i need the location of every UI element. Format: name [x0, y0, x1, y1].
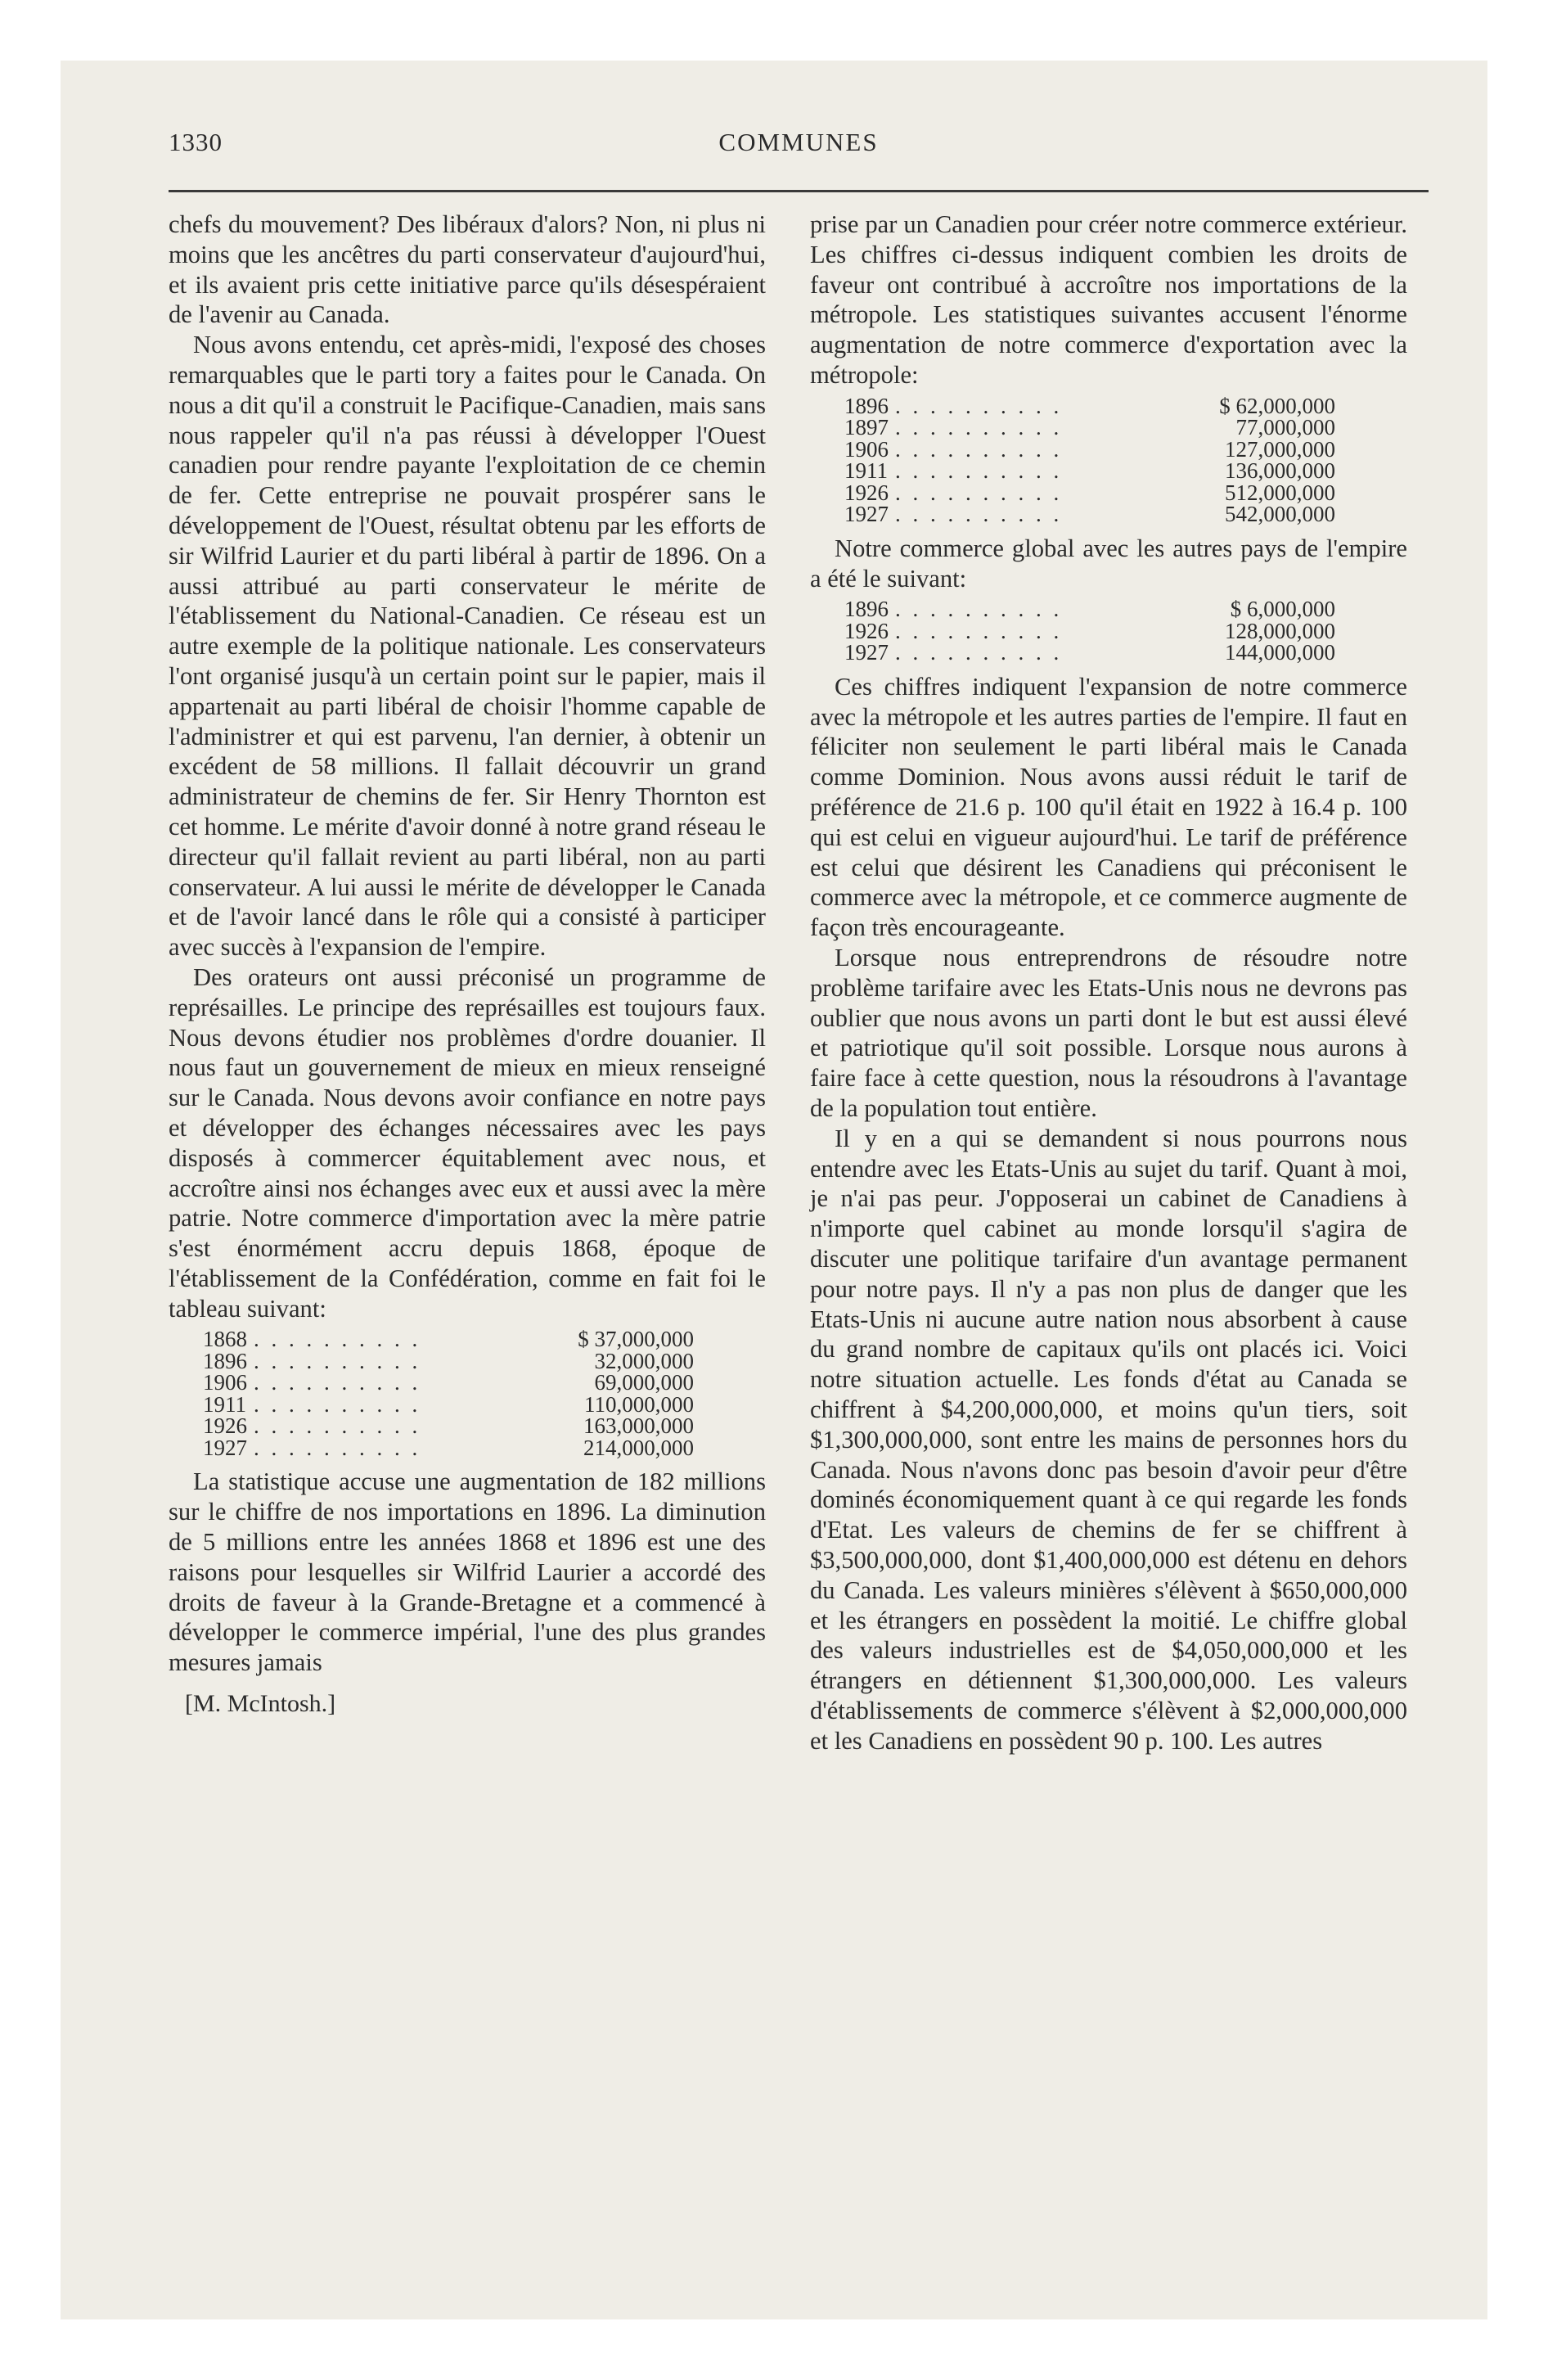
- leader-dots: . . . . . . . . . .: [895, 640, 1063, 665]
- year-cell: 1927: [844, 640, 889, 665]
- year-cell: 1926: [844, 618, 889, 643]
- table-row: [203, 1415, 694, 1437]
- table-row: [844, 642, 1335, 664]
- year-cell: 1906: [844, 436, 889, 462]
- leader-dots: . . . . . . . . . .: [895, 480, 1063, 505]
- leader-dots: . . . . . . . . . .: [254, 1391, 421, 1417]
- leader-dots: . . . . . . . . . .: [895, 415, 1063, 440]
- amount-cell: 136,000,000: [1225, 458, 1335, 484]
- year-cell: 1906: [203, 1370, 247, 1395]
- year-cell: 1926: [203, 1413, 247, 1439]
- table-row: [203, 1437, 694, 1459]
- table-row: [844, 460, 1335, 482]
- exports-table: [844, 395, 1335, 525]
- amount-cell: $ 6,000,000: [1230, 597, 1335, 622]
- year-cell: 1926: [844, 480, 889, 505]
- leader-dots: . . . . . . . . . .: [895, 458, 1063, 484]
- table-row: [203, 1394, 694, 1416]
- amount-cell: 214,000,000: [583, 1435, 694, 1460]
- year-cell: 1868: [203, 1327, 247, 1352]
- paragraph: Lorsque nous entreprendrons de résoudre notre problème tarifaire avec les Etats-Unis nous ne devrons pas oublier que nous avons un parti dont le but est aussi élevé et patriotique qu'il soit possible. Lorsque nous aurons à faire face à cette question, nous la résoudrons à l'avantage de la population tout entière.: [810, 944, 1407, 1123]
- page-number: 1330: [169, 128, 223, 156]
- year-cell: 1911: [203, 1391, 246, 1417]
- paragraph: Des orateurs ont aussi préconisé un programme de représailles. Le principe des représailles est toujours faux. Nous devons étudier nos problèmes d'ordre douanier. Il nous faut un gouvernement de mieux en mieux renseigné sur le Canada. Nous devons avoir confiance en notre pays et développer des échanges nécessaires avec les pays disposés à commercer équitablement avec nous, et accroître ainsi nos échanges avec eux et aussi avec la mère patrie. Notre commerce d'importation avec la mère patrie s'est énormément accru depuis 1868, époque de l'établissement de la Confédération, comme en fait foi le tableau suivant:: [169, 962, 766, 1323]
- table-row: [203, 1372, 694, 1394]
- amount-cell: 69,000,000: [594, 1370, 694, 1395]
- year-cell: 1896: [844, 393, 889, 418]
- leader-dots: . . . . . . . . . .: [895, 618, 1063, 643]
- year-cell: 1896: [203, 1348, 247, 1373]
- leader-dots: . . . . . . . . . .: [254, 1435, 421, 1460]
- amount-cell: 144,000,000: [1225, 640, 1335, 665]
- year-cell: 1927: [203, 1435, 247, 1460]
- leader-dots: . . . . . . . . . .: [895, 597, 1063, 622]
- year-cell: 1911: [844, 458, 888, 484]
- leader-dots: . . . . . . . . . .: [254, 1413, 421, 1439]
- paragraph: prise par un Canadien pour créer notre commerce extérieur. Les chiffres ci-dessus indiquent combien les droits de faveur ont contribué à accroître nos importations de la métropole. Les statistiques suivantes accusent l'énorme augmentation de notre commerce d'exportation avec la métropole:: [810, 210, 1407, 389]
- leader-dots: . . . . . . . . . .: [254, 1370, 421, 1395]
- leader-dots: . . . . . . . . . .: [895, 393, 1063, 418]
- table-row: [844, 417, 1335, 439]
- table-row: [844, 395, 1335, 417]
- empire-trade-table: [844, 598, 1335, 664]
- paragraph: La statistique accuse une augmentation de 182 millions sur le chiffre de nos importations en 1896. La diminution de 5 millions entre les années 1868 et 1896 est une des raisons pour lesquelles sir Wilfrid Laurier a accordé des droits de faveur à la Grande-Bretagne et a commencé à développer le commerce impérial, l'une des plus grandes mesures jamais: [169, 1467, 766, 1677]
- amount-cell: 163,000,000: [583, 1413, 694, 1439]
- header-rule: [169, 190, 1429, 192]
- leader-dots: . . . . . . . . . .: [895, 502, 1063, 527]
- paragraph: Il y en a qui se demandent si nous pourrons nous entendre avec les Etats-Unis au sujet du tarif. Quant à moi, je n'ai pas peur. J'opposerai un cabinet de Canadiens à n'importe quel cabinet au monde lorsqu'il s'agira de discuter une politique tarifaire d'un avantage permanent pour notre pays. Il n'y a pas non plus de danger que les Etats-Unis ni aucune autre nation nous absorbent à cause du grand nombre de capitaux qu'ils ont placés ici. Voici notre situation actuelle. Les fonds d'état au Canada se chiffrent à $4,200,000,000, et moins qu'un tiers, soit $1,300,000,000, sont entre les mains de personnes hors du Canada. Nous n'avons donc pas besoin d'avoir peur d'être dominés économiquement quant à ce qui regarde les fonds d'Etat. Les valeurs de chemins de fer se chiffrent à $3,500,000,000, dont $1,400,000,000 est détenu en dehors du Canada. Les valeurs minières s'élèvent à $650,000,000 et les étrangers en possèdent la moitié. Le chiffre global des valeurs industrielles est de $4,050,000,000 et les étrangers en détiennent $1,300,000,000. Les valeurs d'établissements de commerce s'élèvent à $2,000,000,000 et les Canadiens en possèdent 90 p. 100. Les autres: [810, 1124, 1407, 1755]
- paragraph: Notre commerce global avec les autres pays de l'empire a été le suivant:: [810, 534, 1407, 593]
- table-row: [203, 1328, 694, 1350]
- table-row: [844, 482, 1335, 504]
- amount-cell: 128,000,000: [1225, 618, 1335, 643]
- right-column: [810, 210, 1407, 1756]
- amount-cell: 512,000,000: [1225, 480, 1335, 505]
- amount-cell: 77,000,000: [1235, 415, 1335, 440]
- table-row: [844, 503, 1335, 525]
- running-title: COMMUNES: [718, 128, 879, 156]
- amount-cell: $ 37,000,000: [578, 1327, 694, 1352]
- page-header: [169, 128, 1429, 169]
- year-cell: 1897: [844, 415, 889, 440]
- paragraph: chefs du mouvement? Des libéraux d'alors? Non, ni plus ni moins que les ancêtres du parti conservateur d'aujourd'hui, et ils avaient pris cette initiative parce qu'ils désespéraient de l'avenir au Canada.: [169, 210, 766, 329]
- year-cell: 1927: [844, 502, 889, 527]
- leader-dots: . . . . . . . . . .: [895, 436, 1063, 462]
- left-column: [169, 210, 766, 1719]
- table-row: [203, 1350, 694, 1373]
- leader-dots: . . . . . . . . . .: [254, 1327, 421, 1352]
- table-row: [844, 598, 1335, 620]
- amount-cell: 127,000,000: [1225, 436, 1335, 462]
- amount-cell: $ 62,000,000: [1219, 393, 1335, 418]
- paragraph: Ces chiffres indiquent l'expansion de notre commerce avec la métropole et les autres parties de l'empire. Il faut en féliciter non seulement le parti libéral mais le Canada comme Dominion. Nous avons aussi réduit le tarif de préférence de 21.6 p. 100 qu'il était en 1922 à 16.4 p. 100 qui est celui en vigueur aujourd'hui. Le tarif de préférence est celui que désirent les Canadiens qui préconisent le commerce avec la métropole, et ce commerce augmente de façon très encourageante.: [810, 672, 1407, 942]
- amount-cell: 32,000,000: [594, 1348, 694, 1373]
- leader-dots: . . . . . . . . . .: [254, 1348, 421, 1373]
- year-cell: 1896: [844, 597, 889, 622]
- table-row: [844, 620, 1335, 642]
- imports-table: [203, 1328, 694, 1458]
- speaker-signature: [M. McIntosh.]: [185, 1690, 336, 1718]
- paragraph: Nous avons entendu, cet après-midi, l'exposé des choses remarquables que le parti tory a faites pour le Canada. On nous a dit qu'il a construit le Pacifique-Canadien, mais sans nous rappeler qu'il n'a pas réussi à développer l'Ouest canadien pour rendre payante l'exploitation de ce chemin de fer. Cette entreprise ne pouvait prospérer sans le développement de l'Ouest, résultat obtenu par les efforts de sir Wilfrid Laurier et du parti libéral à partir de 1896. On a aussi attribué au parti conservateur le mérite de l'établissement du National-Canadien. Ce réseau est un autre exemple de la politique nationale. Les conservateurs l'ont organisé jusqu'à un certain point sur le papier, mais il appartenait au parti libéral de choisir l'homme capable de l'administrer et qui est parvenu, l'an dernier, à obtenir un excédent de 58 millions. Il fallait découvrir un grand administrateur de chemins de fer. Sir Henry Thornton est cet homme. Le mérite d'avoir donné à notre grand réseau le directeur qu'il fallait revient au parti libéral, non au parti conservateur. A lui aussi le mérite de développer le Canada et de l'avoir lancé dans le rôle qui a consisté à participer avec succès à l'expansion de l'empire.: [169, 331, 766, 962]
- amount-cell: 110,000,000: [584, 1391, 694, 1417]
- table-row: [844, 439, 1335, 461]
- amount-cell: 542,000,000: [1225, 502, 1335, 527]
